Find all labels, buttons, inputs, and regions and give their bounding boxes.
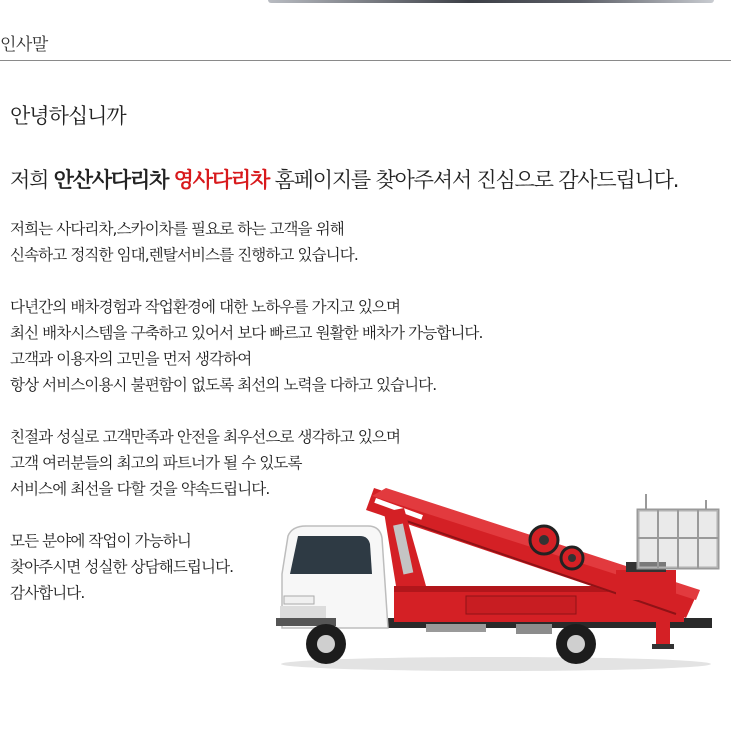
divider <box>0 60 731 61</box>
ladder-truck-image <box>276 478 728 674</box>
text-line: 고객과 이용자의 고민을 먼저 생각하여 <box>10 350 252 368</box>
text-line: 저희는 사다리차,스카이차를 필요로 하는 고객을 위해 <box>10 220 344 238</box>
greeting-text: 안녕하십니까 <box>10 104 126 128</box>
text-line: 친절과 성실로 고객만족과 안전을 최우선으로 생각하고 있으며 <box>10 428 401 446</box>
headline-prefix: 저희 <box>10 168 54 192</box>
top-banner-edge <box>268 0 714 3</box>
paragraph <box>10 294 570 398</box>
paragraph <box>10 216 570 268</box>
text-line: 모든 분야에 작업이 가능하니 <box>10 532 191 550</box>
text-line: 다년간의 배차경험과 작업환경에 대한 노하우를 가지고 있으며 <box>10 298 401 316</box>
text-line: 찾아주시면 성실한 상담해드립니다. <box>10 558 234 576</box>
text-line: 신속하고 정직한 임대,렌탈서비스를 진행하고 있습니다. <box>10 246 358 264</box>
text-line: 감사합니다. <box>10 584 85 602</box>
text-line: 최신 배차시스템을 구축하고 있어서 보다 빠르고 원활한 배차가 가능합니다. <box>10 324 483 342</box>
company-name: 안산사다리차 <box>53 168 169 192</box>
text-line: 항상 서비스이용시 불편함이 없도록 최선의 노력을 다하고 있습니다. <box>10 376 437 394</box>
headline-suffix: 홈페이지를 찾아주셔서 진심으로 감사드립니다. <box>269 168 679 192</box>
section-title: 인사말 <box>0 35 48 55</box>
text-line: 서비스에 최선을 다할 것을 약속드립니다. <box>10 480 270 498</box>
headline <box>10 164 678 194</box>
text-line: 고객 여러분들의 최고의 파트너가 될 수 있도록 <box>10 454 302 472</box>
brand-name: 영사다리차 <box>173 168 270 192</box>
